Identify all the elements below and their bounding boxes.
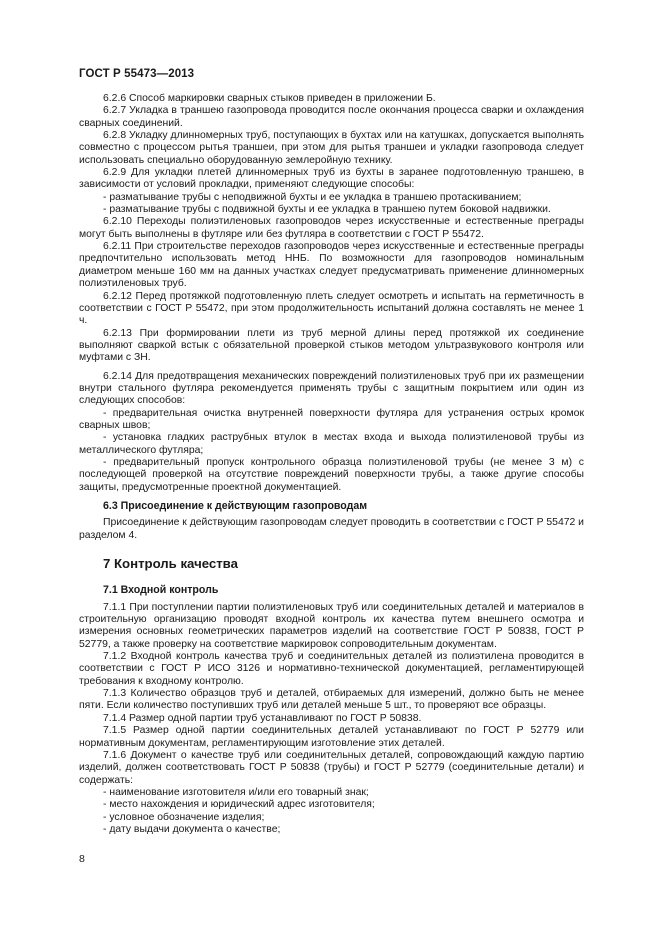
paragraph-6-2-6: 6.2.6 Способ маркировки сварных стыков приведен в приложении Б. [103, 93, 436, 104]
section-heading-7-1: 7.1 Входной контроль [103, 584, 219, 597]
document-header: ГОСТ Р 55473—2013 [79, 68, 195, 80]
list-item-6-2-14-a: - предварительная очистка внутренней поверхности футляра для устранения острых кромок сварных швов; [79, 407, 584, 431]
chapter-heading-7: 7 Контроль качества [103, 556, 238, 572]
paragraph-7-1-3: 7.1.3 Количество образцов труб и деталей, отбираемых для измерений, должно быть не менее пяти. Если количество поступивших труб или деталей меньше 5 шт., то проверяют все образцы. [79, 688, 584, 712]
list-item-7-1-6-b: - место нахождения и юридический адрес изготовителя; [103, 799, 375, 811]
paragraph-6-2-11: 6.2.11 При строительстве переходов газопроводов через искусственные и естественные преграды предпочтительно использовать метод ННБ. По возможности для газопроводов номинальным диаметром меньше 160 мм на данных участках следует предусматривать применение длинномерных полиэтиленовых труб. [79, 241, 584, 290]
list-item-7-1-6-a: - наименование изготовителя и/или его товарный знак; [103, 786, 369, 798]
list-item-6-2-14-c: - предварительный пропуск контрольного образца полиэтиленовой трубы (не менее 3 м) с последующей проверкой на отсутствие повреждений поверхности трубы, а также другие способы защиты, предусмотренные проектной документацией. [79, 456, 584, 493]
paragraph-6-2-7: 6.2.7 Укладка в траншею газопровода проводится после окончания процесса сварки и охлаждения сварных соединений. [79, 105, 584, 129]
list-item-6-2-9-b: - разматывание трубы с подвижной бухты и ее укладка в траншею путем боковой надвижки. [103, 204, 551, 216]
paragraph-7-1-1: 7.1.1 При поступлении партии полиэтиленовых труб или соединительных деталей и материалов в строительную организацию проводят входной контроль их качества путем внешнего осмотра и измерения основных геометрических параметров изделий на соответствие ГОСТ Р 50838, ГОСТ Р 52779, а также проверку на соответствие маркировок сопроводительным документам. [79, 601, 584, 650]
paragraph-7-1-5: 7.1.5 Размер одной партии соединительных деталей устанавливают по ГОСТ Р 52779 или нормативным документам, регламентирующим изготовление этих деталей. [79, 725, 584, 749]
document-body [79, 93, 584, 836]
paragraph-6-2-8: 6.2.8 Укладку длинномерных труб, поступающих в бухтах или на катушках, допускается выполнять совместно с процессом рытья траншеи, при этом для рытья траншеи и укладки газопровода следует использовать специально оборудованную землеройную технику. [79, 130, 584, 166]
page-number: 8 [79, 853, 85, 865]
paragraph-7-1-6: 7.1.6 Документ о качестве труб или соединительных деталей, сопровождающий каждую партию изделий, должен соответствовать ГОСТ Р 50838 (трубы) и ГОСТ Р 52779 (соединительные детали) и содержать: [79, 749, 584, 786]
paragraph-6-2-12: 6.2.12 Перед протяжкой подготовленную плеть следует осмотреть и испытать на герметичность в соответствии с ГОСТ Р 55472, при этом продолжительность испытаний должна составлять не менее 1 ч. [79, 290, 584, 327]
list-item-7-1-6-d: - дату выдачи документа о качестве; [103, 823, 281, 835]
list-item-7-1-6-c: - условное обозначение изделия; [103, 811, 265, 823]
section-heading-6-3: 6.3 Присоединение к действующим газопроводам [103, 500, 368, 512]
paragraph-7-1-2: 7.1.2 Входной контроль качества труб и соединительных деталей из полиэтилена проводится в соответствии с ГОСТ Р ИСО 3126 и нормативно-технической документацией, регламентирующей требования к входному контролю. [79, 651, 584, 687]
paragraph-6-2-13: 6.2.13 При формировании плети из труб мерной длины перед протяжкой их соединение выполняют сваркой встык с обязательной проверкой стыков методом ультразвукового контроля или муфтами с ЗН. [79, 327, 584, 364]
list-item-6-2-14-b: - установка гладких раструбных втулок в местах входа и выхода полиэтиленовой трубы из металлического футляра; [79, 432, 584, 456]
paragraph-7-1-4: 7.1.4 Размер одной партии труб устанавливают по ГОСТ Р 50838. [103, 712, 422, 724]
paragraph-6-2-14: 6.2.14 Для предотвращения механических повреждений полиэтиленовых труб при их размещении внутри стального футляра рекомендуется применять трубы с защитным покрытием или один из следующих способов: [79, 370, 584, 407]
list-item-6-2-9-a: - разматывание трубы с неподвижной бухты и ее укладка в траншею протаскиванием; [103, 191, 522, 203]
paragraph-6-2-10: 6.2.10 Переходы полиэтиленовых газопроводов через искусственные и естественные преграды могут быть выполнены в футляре или без футляра в соответствии с ГОСТ Р 55472. [79, 216, 584, 240]
paragraph-6-2-9: 6.2.9 Для укладки плетей длинномерных труб из бухты в заранее подготовленную траншею, в зависимости от условий прокладки, применяют следующие способы: [79, 167, 584, 191]
paragraph-6-3: Присоединение к действующим газопроводам следует проводить в соответствии с ГОСТ Р 55472 и разделом 4. [79, 517, 584, 541]
